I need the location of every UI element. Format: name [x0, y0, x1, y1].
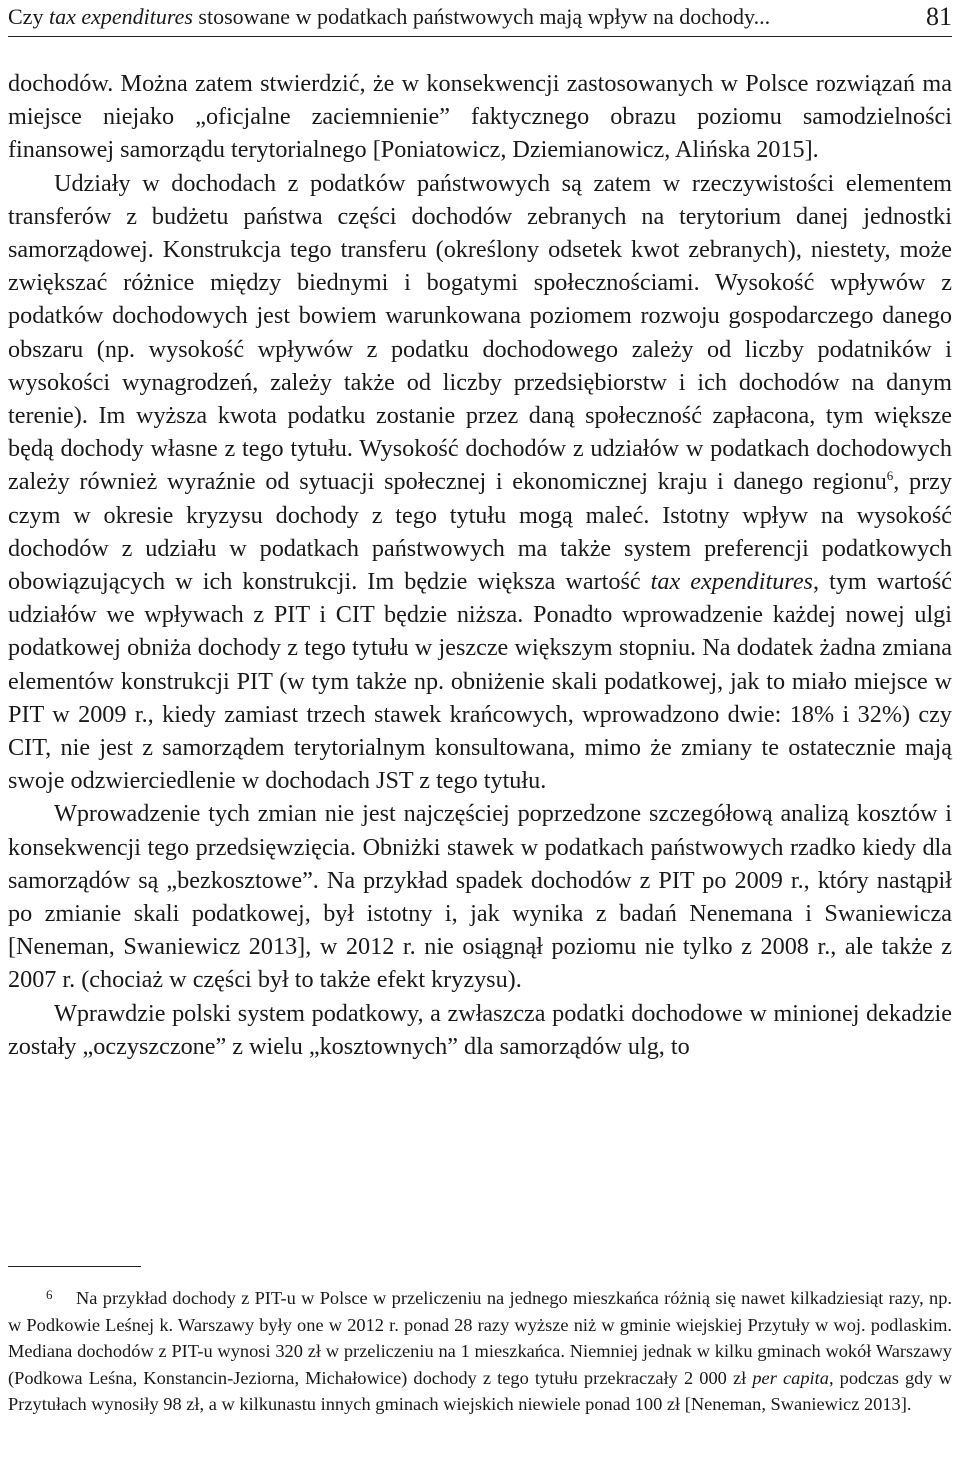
paragraph-2-italic: tax expenditures — [650, 568, 813, 596]
paragraph-2-part-b: , przy czym w okresie kryzysu dochody z tego tytułu mogą maleć. Istotny wpływ na wysokość dochodów z udziału w podatkach państwowych ma także system preferencji podatkowych obowiązujących w ich konstrukcji. Im będzie większa wartość — [8, 468, 952, 596]
paragraph-2 — [8, 167, 952, 798]
running-title-italic: tax expenditures — [48, 4, 193, 29]
running-title-prefix: Czy — [8, 4, 49, 29]
body-text — [8, 67, 952, 1063]
running-title-suffix: stosowane w podatkach państwowych mają wpływ na dochody... — [192, 4, 771, 29]
running-title — [8, 2, 770, 32]
running-header — [8, 2, 952, 36]
page-number: 81 — [926, 2, 952, 31]
footnote-italic: per capita — [752, 1367, 829, 1388]
footnote-6: 6 Na przykład dochody z PIT-u w Polsce w przeliczeniu na jednego mieszkańca różnią się nawet kilkadziesiąt razy, np. w Podkowie Leśnej k. Warszawy były one w 2012 r. ponad 28 razy wyższe niż w gminie wiejskiej Przytuły w woj. podlaskim. Mediana dochodów z PIT-u wynosi 320 zł w przeliczeniu na 1 mieszkańca. Niemniej jednak w kilku gminach wokół Warszawy (Podkowa Leśna, Konstancin-Jeziorna, Michałowice) dochody z tego tytułu przekraczały 2 000 zł per capita, podczas gdy w Przytułach wynosiły 98 zł, a w kilkunastu innych gminach wiejskich niewiele ponad 100 zł [Neneman, Swaniewicz 2013]. — [8, 1287, 952, 1415]
paragraph-2-part-a: Udziały w dochodach z podatków państwowych są zatem w rzeczywistości elementem transferów z budżetu państwa części dochodów zebranych na terytorium danej jednostki samorządowej. Konstrukcja tego transferu (określony odsetek kwot zebranych), niestety, może zwiększać różnice między biednymi i bogatymi społecznościami. Wysokość wpływów z podatków dochodowych jest bowiem warunkowana poziomem rozwoju gospodarczego danego obszaru (np. wysokość wpływów z podatku dochodowego zależy od liczby podatników i wysokości wynagrodzeń, zależy także od liczby przedsiębiorstw i ich dochodów na danym terenie). Im wyższa kwota podatku zostanie przez daną społeczność zapłacona, tym większe będą dochody własne z tego tytułu. Wysokość dochodów z udziałów w podatkach dochodowych zależy również wyraźnie od sytuacji społecznej i ekonomicznej kraju i danego regionu — [8, 169, 952, 496]
header-rule — [8, 36, 952, 37]
footnote-text-a: Na przykład dochody z PIT-u w Polsce w przeliczeniu na jednego mieszkańca różnią się nawet kilkadziesiąt razy, np. w Podkowie Leśnej k. Warszawy były one w 2012 r. ponad 28 razy wyższe niż w gminie wiejskiej Przytuły w woj. podlaskim. Mediana dochodów z PIT-u wynosi 320 zł w przeliczeniu na 1 mieszkańca. Niemniej jednak w kilku gminach wokół Warszawy (Podkowa Leśna, Konstancin-Jeziorna, Michałowice) dochody z tego tytułu przekraczały 2 000 zł — [8, 1288, 952, 1388]
paragraph-4: Wprawdzie polski system podatkowy, a zwłaszcza podatki dochodowe w minionej dekadzie zostały „oczyszczone” z wielu „kosztownych” dla samorządów ulg, to — [8, 999, 952, 1060]
paragraph-3: Wprowadzenie tych zmian nie jest najczęściej poprzedzone szczegółową analizą kosztów i konsekwencji tego przedsięwzięcia. Obniżki stawek w podatkach państwowych rzadko kiedy dla samorządów są „bezkosztowe”. Na przykład spadek dochodów z PIT po 2009 r., który nastąpił po zmianie skali podatkowej, był istotny i, jak wynika z badań Nenemana i Swaniewicza [Neneman, Swaniewicz 2013], w 2012 r. nie osiągnął poziomu nie tylko z 2008 r., ale także z 2007 r. (chociaż w części był to także efekt kryzysu). — [8, 800, 952, 994]
paragraph-1: dochodów. Można zatem stwierdzić, że w konsekwencji zastosowanych w Polsce rozwiązań ma miejsce niejako „oficjalne zaciemnienie” faktycznego obrazu poziomu samodzielności finansowej samorządu terytorialnego [Poniatowicz, Dziemianowicz, Alińska 2015]. — [8, 70, 952, 164]
footnote-ref-6: 6 — [886, 468, 894, 484]
paragraph-2-part-c: , tym wartość udziałów we wpływach z PIT i CIT będzie niższa. Ponadto wprowadzenie każdej nowej ulgi podatkowej obniża dochody z tego tytułu w jeszcze większym stopniu. Na dodatek żadna zmiana elementów konstrukcji PIT (w tym także np. obniżenie skali podatkowej, jak to miało miejsce w PIT w 2009 r., kiedy zamiast trzech stawek krańcowych, wprowadzono dwie: 18% i 32%) czy CIT, nie jest z samorządem terytorialnym konsultowana, mimo że zmiany te ostatecznie mają swoje odzwierciedlenie w dochodach JST z tego tytułu. — [8, 568, 953, 795]
footnote-text-b: , podczas gdy w Przytułach wynosiły 98 zł, a w kilkunastu innych gminach wiejskich niewiele ponad 100 zł [Neneman, Swaniewicz 2013]. — [8, 1367, 952, 1415]
footnote-rule — [8, 1266, 141, 1267]
